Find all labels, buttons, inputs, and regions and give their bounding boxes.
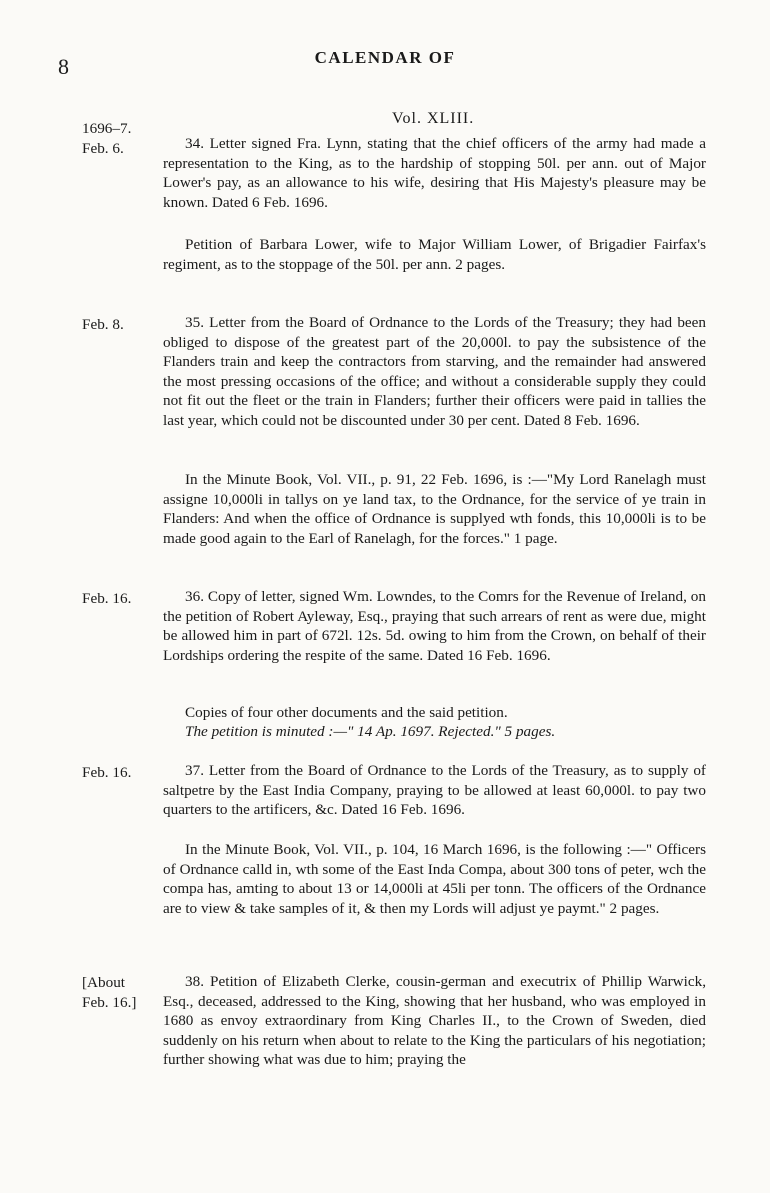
- entry-34-text: 34. Letter signed Fra. Lynn, stating that the chief officers of the army had made a representation to the King, as to the hardship of stopping 50l. per ann. out of Major Lower's pay, as an allowance to his wife, desiring that His Majesty's pleasure may be known. Dated 6 Feb. 1696.: [163, 135, 706, 211]
- margin-date: Feb. 16.: [82, 590, 132, 607]
- margin-date: Feb. 6.: [82, 140, 124, 157]
- entry-35-note: In the Minute Book, Vol. VII., p. 91, 22 Feb. 1696, is :—"My Lord Ranelagh must assigne 10,000li in tallys on ye land tax, to the Ordnance, for the service of ye train in Flanders: And when the office of Ordnance is supplyed wth fonds, this 10,000li is to be made good again to the Earl of Ranelagh, for the forces." 1 page.: [163, 471, 706, 547]
- entry-36-minute: The petition is minuted :—" 14 Ap. 1697. Rejected." 5 pages.: [185, 723, 556, 740]
- running-head: CALENDAR OF: [314, 48, 456, 67]
- margin-date: [About: [82, 974, 126, 991]
- margin-date: Feb. 8.: [82, 316, 124, 333]
- page-number: 8: [58, 54, 69, 79]
- entry-35-text: 35. Letter from the Board of Ordnance to the Lords of the Treasury; they had been obliged to dispose of the greatest part of the 20,000l. to pay the subsistence of the Flanders train and keep the contractors from starving, and the remainder had answered the most pressing occasions of the office; and without a considerable supply they could not fit out the fleet or the train in Flanders; further their officers were paid in tallies the last year, which could not be discounted under 30 per cent. Dated 8 Feb. 1696.: [163, 314, 706, 429]
- entry-38-text: 38. Petition of Elizabeth Clerke, cousin-german and executrix of Phillip Warwick, Esq., deceased, addressed to the King, showing that her husband, who was employed in 1680 as envoy extraordinary from King Charles II., to the Crown of Sweden, died suddenly on his return when about to relate to the King the particulars of his negotiation; further showing what was due to him; praying the: [163, 973, 706, 1069]
- entry-34-note: Petition of Barbara Lower, wife to Major William Lower, of Brigadier Fairfax's regiment, as to the stoppage of the 50l. per ann. 2 pages.: [163, 236, 706, 273]
- volume-heading: Vol. XLIII.: [392, 110, 475, 127]
- entry-37-text: 37. Letter from the Board of Ordnance to the Lords of the Treasury, as to supply of saltpetre by the East India Company, praying to be allowed at least 60,000l. to pay two quarters to the artificers, &c. Dated 16 Feb. 1696.: [163, 762, 706, 819]
- margin-date: Feb. 16.: [82, 764, 132, 781]
- margin-date-year: 1696–7.: [82, 120, 132, 137]
- entry-37-note: In the Minute Book, Vol. VII., p. 104, 16 March 1696, is the following :—" Officers of Ordnance calld in, wth some of the East Inda Compa, about 300 tons of peter, wch the compa has, amting to about 13 or 14,000li at 45li per tonn. The officers of the Ordnance are to view & take samples of it, & then my Lords will adjust ye paymt." 2 pages.: [163, 841, 706, 917]
- entry-36-note: Copies of four other documents and the said petition.: [185, 704, 508, 721]
- margin-date: Feb. 16.]: [82, 994, 137, 1011]
- entry-36-text: 36. Copy of letter, signed Wm. Lowndes, to the Comrs for the Revenue of Ireland, on the petition of Robert Ayleway, Esq., praying that such arrears of rent as were due, might be allowed him in part of 672l. 12s. 5d. owing to him from the Crown, on behalf of their Lordships ordering the respite of the same. Dated 16 Feb. 1696.: [163, 588, 706, 664]
